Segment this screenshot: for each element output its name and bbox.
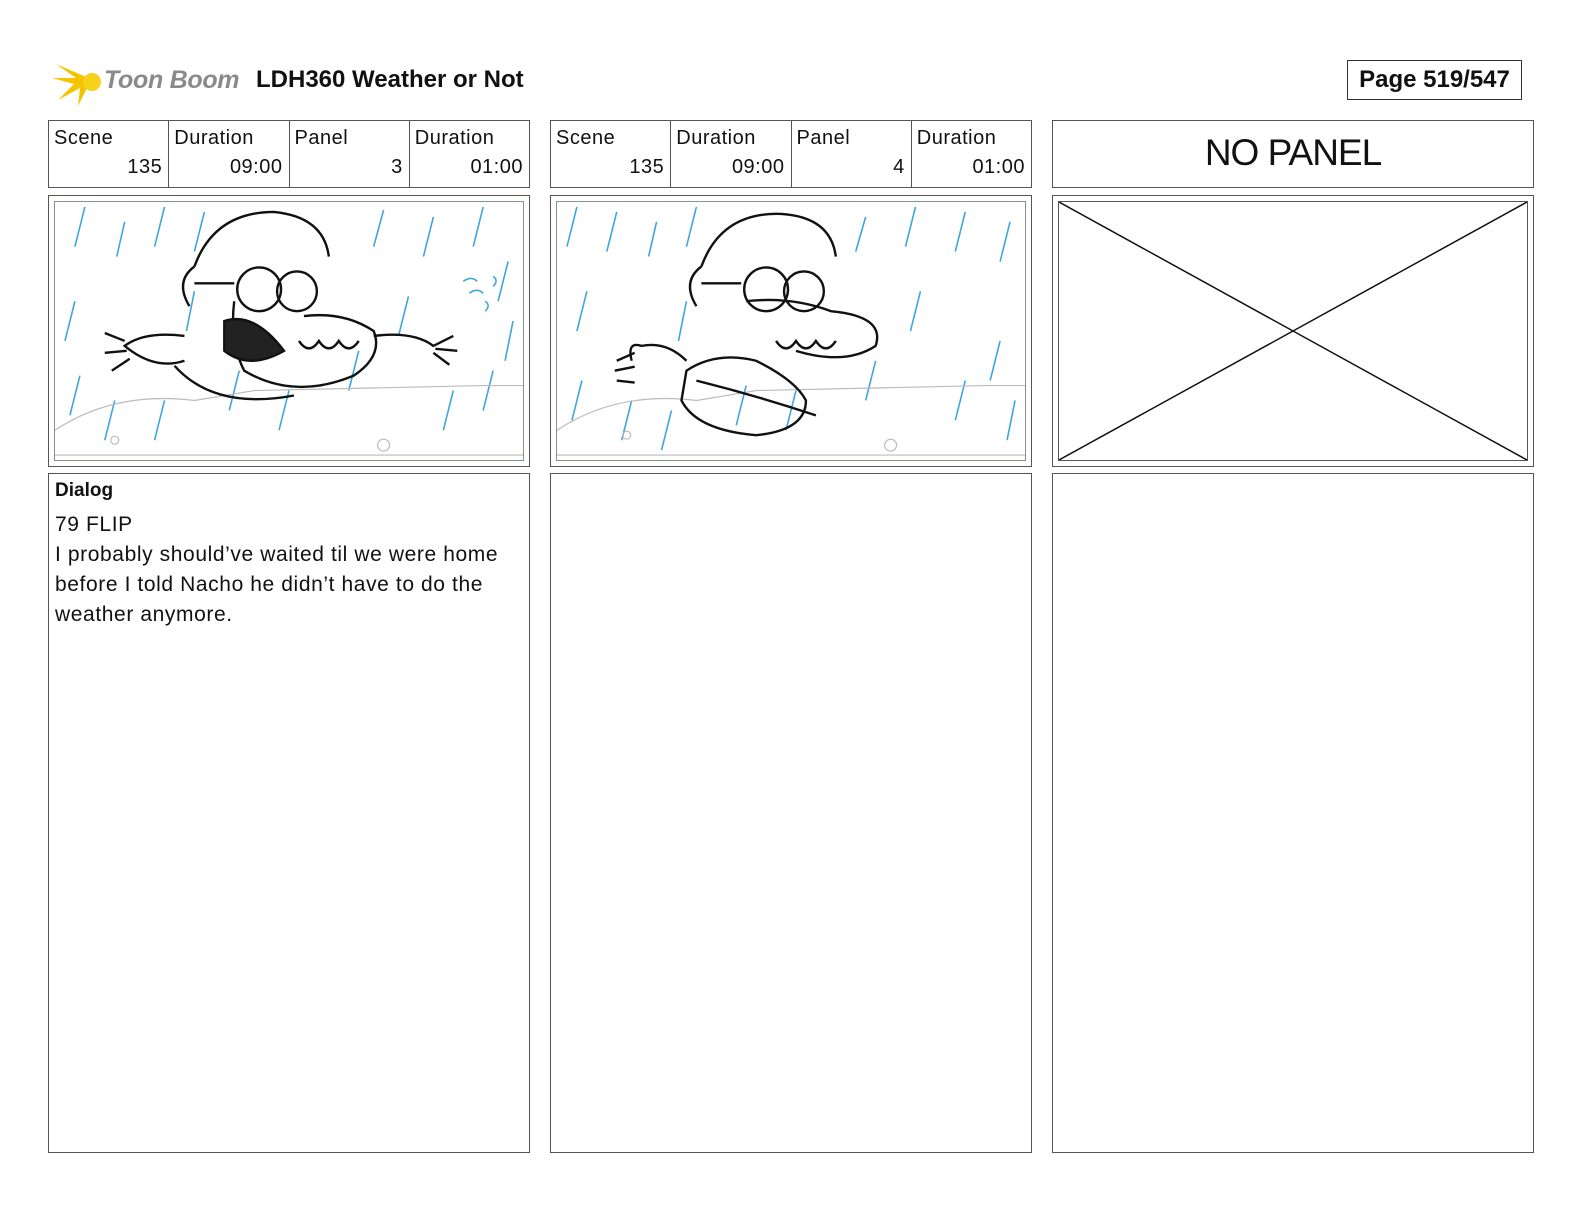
star-burst-icon	[52, 56, 112, 108]
panel-duration-cell	[912, 121, 1031, 187]
panel-value: 4	[893, 156, 905, 178]
panel-duration-cell	[410, 121, 529, 187]
document-title: LDH360 Weather or Not	[256, 66, 524, 93]
cross-placeholder-icon	[1059, 202, 1527, 460]
panel-value: 3	[391, 156, 403, 178]
no-panel-label: NO PANEL	[1052, 120, 1534, 188]
logo-text: Toon Boom	[104, 66, 240, 94]
dialog-label: Dialog	[55, 480, 114, 501]
storyboard-sketch-2	[557, 202, 1025, 460]
scene-value: 135	[629, 156, 665, 178]
panel-info-2	[550, 120, 1032, 188]
panel-duration-value: 01:00	[470, 156, 523, 178]
panel-cell	[792, 121, 912, 187]
scene-label: Scene	[556, 127, 616, 149]
panel-image-2	[550, 195, 1032, 467]
panel-label: Panel	[294, 127, 349, 149]
duration-label: Duration	[676, 127, 756, 149]
panel-duration-value: 01:00	[972, 156, 1025, 178]
panel-image-1	[48, 195, 530, 467]
scene-duration-value: 09:00	[229, 156, 283, 178]
panel-cell	[290, 121, 410, 187]
dialog-line-1: 79 FLIP	[55, 513, 133, 536]
page-number: Page 519/547	[1347, 60, 1522, 100]
rain-icon	[567, 207, 1015, 450]
dialog-line-2: I probably should’ve waited til we were home before I told Nacho he didn’t have to do the weather anymore.	[55, 543, 505, 626]
scene-duration-cell	[671, 121, 791, 187]
rain-icon	[65, 207, 513, 440]
dialog-text	[55, 510, 515, 630]
panel-label: Panel	[796, 127, 851, 149]
dialog-box-1	[48, 473, 530, 1153]
duration-label: Duration	[174, 127, 254, 149]
scene-duration-cell	[169, 121, 289, 187]
scene-cell	[551, 121, 671, 187]
dialog-box-3	[1052, 473, 1534, 1153]
duration-label: Duration	[916, 127, 997, 149]
scene-label: Scene	[54, 127, 114, 149]
empty-panel-image	[1052, 195, 1534, 467]
scene-cell	[49, 121, 169, 187]
panel-info-1	[48, 120, 530, 188]
scene-duration-value: 09:00	[731, 156, 785, 178]
storyboard-sketch-1	[55, 202, 523, 460]
dialog-box-2	[550, 473, 1032, 1153]
scene-value: 135	[127, 156, 163, 178]
duration-label: Duration	[414, 127, 495, 149]
